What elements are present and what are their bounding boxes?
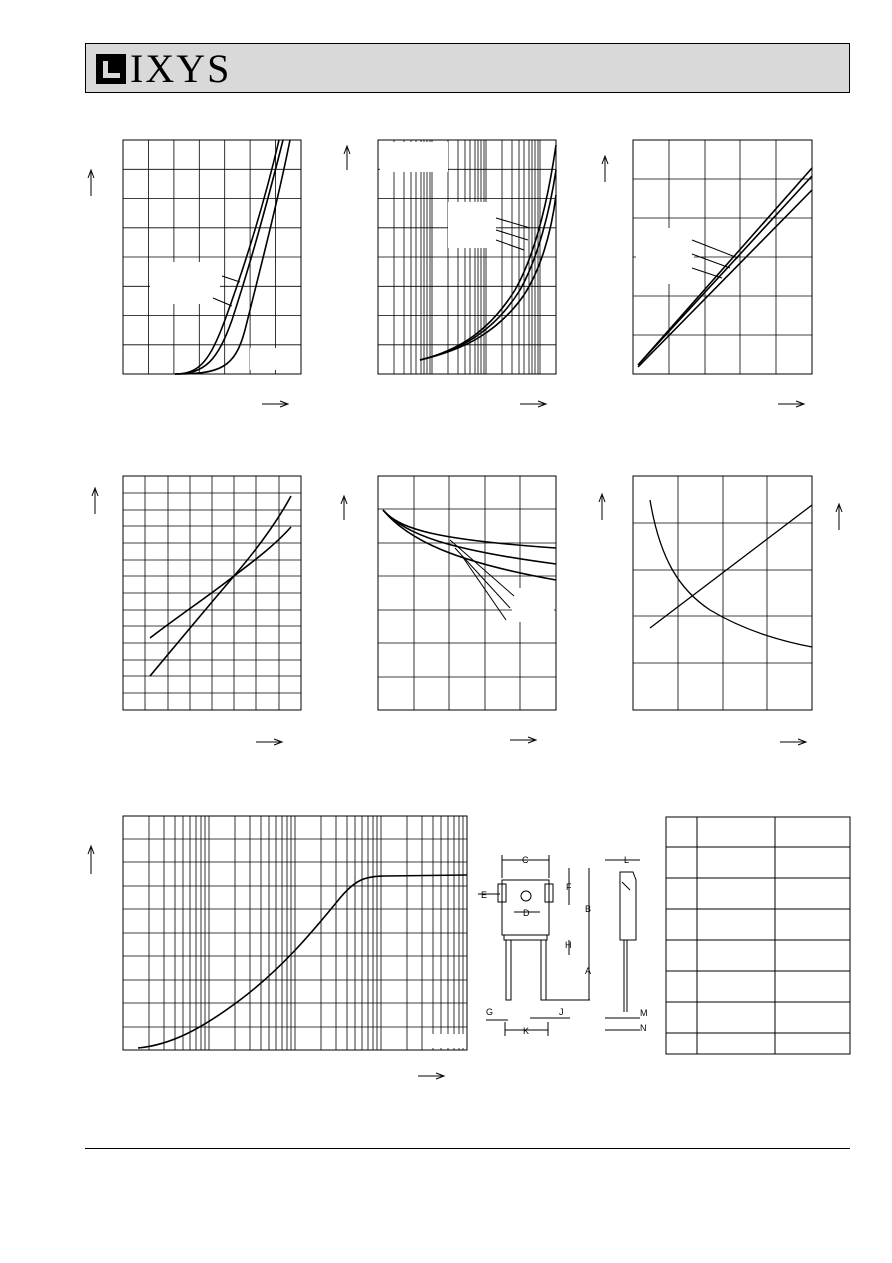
dimension-table [666, 817, 850, 1054]
label-g: G [486, 1007, 494, 1017]
label-d: D [523, 908, 530, 918]
chart-4 [92, 476, 301, 745]
chart-6 [599, 476, 842, 745]
label-e: E [481, 890, 488, 900]
chart-3 [602, 140, 812, 407]
label-a: A [585, 966, 592, 976]
chart-1 [88, 140, 301, 407]
label-k: K [523, 1026, 530, 1036]
label-j: J [559, 1007, 564, 1017]
label-m: M [640, 1008, 648, 1018]
label-h: H [565, 940, 572, 950]
chart-7 [88, 816, 467, 1079]
label-f: F [566, 882, 572, 892]
chart-5 [341, 476, 556, 743]
label-c: C [522, 855, 529, 865]
label-n: N [640, 1023, 647, 1033]
footer-rule [85, 1148, 850, 1149]
label-l: L [624, 855, 630, 865]
logo-text: IXYS [130, 46, 232, 91]
chart-2 [344, 140, 556, 407]
label-b: B [585, 904, 592, 914]
